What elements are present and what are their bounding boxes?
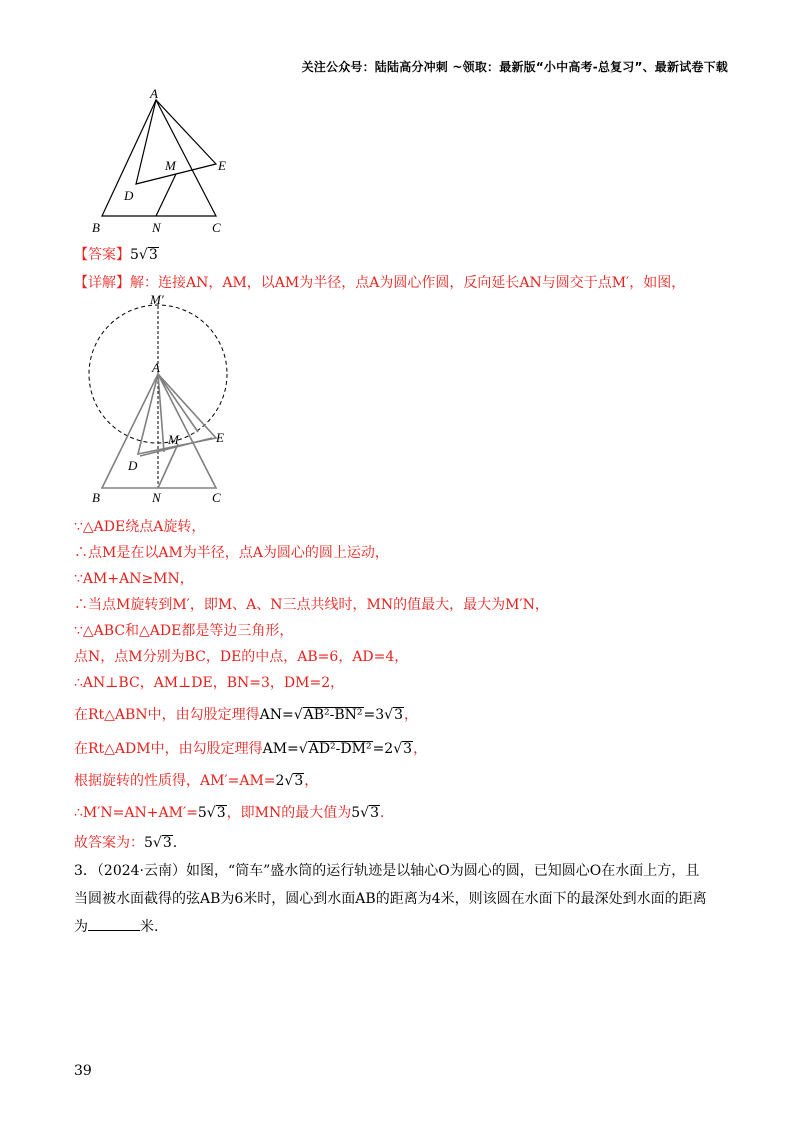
label-d: D xyxy=(124,188,134,203)
triangle-ade xyxy=(136,100,216,184)
eq4-rad2: 3 xyxy=(370,805,379,821)
eq1-lhs: AN= xyxy=(259,707,294,723)
question-3-line-3 xyxy=(74,916,158,936)
eq4-post: . xyxy=(379,805,385,821)
eq2-post: ， xyxy=(413,741,428,757)
triangle-figure-2-with-circle xyxy=(88,292,258,510)
step-5: ∵△ABC和△ADE都是等边三角形， xyxy=(74,623,294,639)
eq3-post: ， xyxy=(304,773,319,789)
eq3-pre: 根据旋转的性质得，AM′=AM= xyxy=(74,773,276,789)
label-a: A xyxy=(150,88,158,101)
eq3-rad: 3 xyxy=(294,773,304,789)
rotated-side xyxy=(158,374,198,432)
q3-line3-post: 米. xyxy=(140,919,159,935)
eq4-pre: ∴M′N=AN+AM′= xyxy=(74,805,198,821)
final-post: . xyxy=(172,835,178,851)
eq2-lhs: AM= xyxy=(262,741,299,757)
label-c: C xyxy=(212,220,221,235)
label-b: B xyxy=(92,490,100,505)
eq2-rhs-rad: 3 xyxy=(403,741,413,757)
eq1-pre: 在Rt△ABN中，由勾股定理得 xyxy=(74,707,260,723)
step-1: ∵△ADE绕点A旋转， xyxy=(74,519,206,535)
equation-an: 在Rt△ABN中，由勾股定理得AN=√AB²-BN²=3√3， xyxy=(74,707,418,723)
eq1-radicand: AB²-BN² xyxy=(303,707,363,723)
label-d: D xyxy=(128,458,138,473)
answer-rad: 3 xyxy=(148,247,158,263)
eq1-post: ， xyxy=(404,707,418,723)
label-n: N xyxy=(152,490,161,505)
label-c: C xyxy=(212,490,221,505)
eq1-rhs-rad: 3 xyxy=(394,707,403,723)
answer-blank[interactable] xyxy=(88,918,140,931)
step-7: ∴AN⊥BC，AM⊥DE，BN=3，DM=2， xyxy=(74,675,345,691)
final-rad: 3 xyxy=(162,835,172,851)
page-number: 39 xyxy=(74,1063,92,1079)
label-m-prime: M′ xyxy=(150,292,164,307)
label-e: E xyxy=(218,158,226,173)
segment-mn xyxy=(156,174,176,216)
eq2-rhs-coef: =2 xyxy=(372,741,394,757)
detail-line xyxy=(74,272,685,292)
eq2-pre: 在Rt△ADM中，由勾股定理得 xyxy=(74,741,263,757)
step-4: ∴当点M旋转到M′，即M、A、N三点共线时，MN的值最大，最大为M′N， xyxy=(74,597,549,613)
triangle-abc xyxy=(102,100,216,216)
step-6: 点N，点M分别为BC，DE的中点，AB=6，AD=4， xyxy=(74,649,409,665)
answer-line: 【答案】5√3 xyxy=(74,247,158,263)
eq4-coef: 5 xyxy=(197,805,207,821)
step-2: ∴点M是在以AM为半径，点A为圆心的圆上运动， xyxy=(74,545,389,561)
eq2-radicand: AD²-DM² xyxy=(308,741,372,757)
eq3-coef: 2 xyxy=(275,773,285,789)
eq4-mid: ，即MN的最大值为 xyxy=(226,805,352,821)
equation-rotation: 根据旋转的性质得，AM′=AM=2√3， xyxy=(74,773,319,789)
equation-max: ∴M′N=AN+AM′=5√3，即MN的最大值为5√3. xyxy=(74,805,385,821)
eq1-rhs-coef: =3 xyxy=(363,707,385,723)
label-e: E xyxy=(216,430,224,445)
label-a: A xyxy=(152,360,160,375)
q3-line3-pre: 为 xyxy=(74,919,88,935)
detail-label: 【详解】 xyxy=(74,275,130,291)
eq4-rad: 3 xyxy=(216,805,226,821)
label-m: M xyxy=(168,432,179,447)
final-coef: 5 xyxy=(144,835,153,851)
step-3: ∵AM+AN≥MN， xyxy=(74,571,194,587)
final-pre: 故答案为： xyxy=(74,835,144,851)
label-b: B xyxy=(92,220,100,235)
final-answer: 故答案为：5√3. xyxy=(74,835,178,851)
answer-label: 【答案】 xyxy=(74,247,130,263)
answer-coef: 5 xyxy=(130,247,139,263)
question-3-line-1: 3．（2024·云南）如图，“筒车”盛水筒的运行轨迹是以轴心O为圆心的圆，已知圆心O在水面上方，且 xyxy=(74,863,700,879)
triangle-figure-1 xyxy=(88,88,268,238)
label-n: N xyxy=(152,220,161,235)
page-header: 关注公众号：陆陆高分冲刺 ~领取：最新版“小中高考-总复习”、最新试卷下载 xyxy=(301,60,728,74)
question-3-line-2: 当圆被水面截得的弦AB为6米时，圆心到水面AB的距离为4米，则该圆在水面下的最深处到水面的距离 xyxy=(74,891,707,907)
eq4-coef2: 5 xyxy=(351,805,361,821)
equation-am: 在Rt△ADM中，由勾股定理得AM=√AD²-DM²=2√3， xyxy=(74,741,428,757)
label-m: M xyxy=(165,158,176,173)
detail-text: 解：连接AN，AM，以AM为半径，点A为圆心作圆，反向延长AN与圆交于点M′，如图， xyxy=(130,275,686,291)
